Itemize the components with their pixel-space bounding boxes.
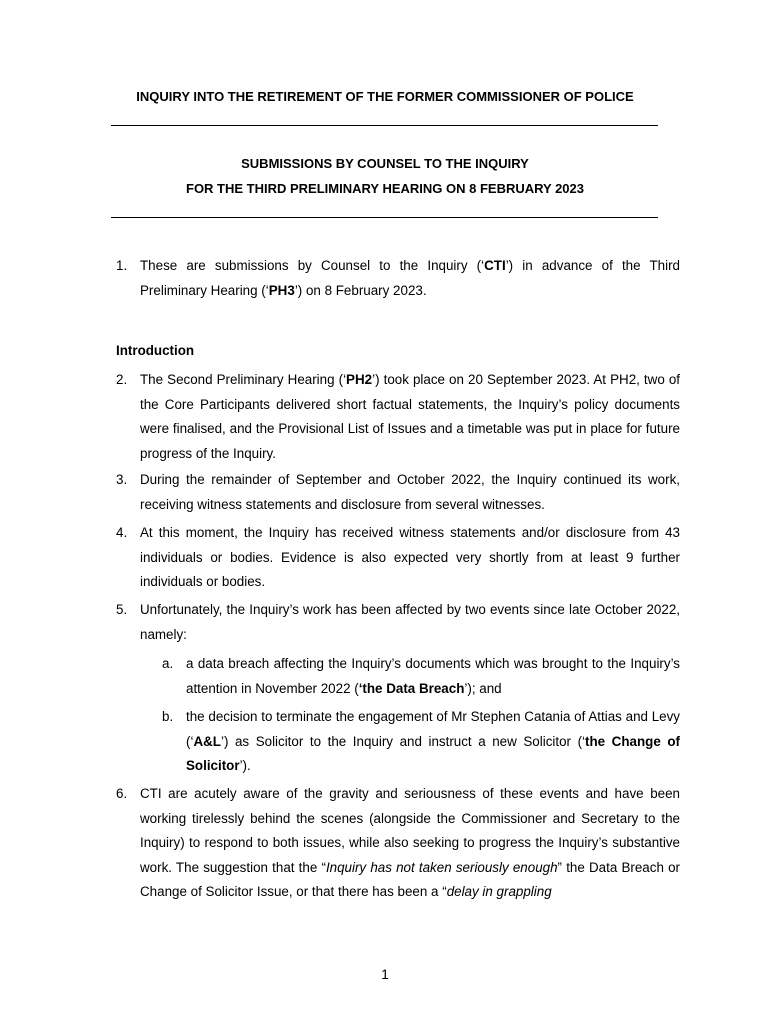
section-heading-introduction: Introduction	[116, 343, 195, 358]
subparagraph-text	[186, 652, 680, 701]
paragraph-2	[116, 368, 680, 466]
title-rule-bottom	[111, 217, 658, 218]
paragraph-text: Unfortunately, the Inquiry’s work has been affected by two events since late October 2022, namely:	[140, 602, 680, 642]
text-run: CTI are acutely aware of the gravity and seriousness of these events and have been working tirelessly behind the scenes (alongside the Commissioner and Secretary to the Inquiry) to respond to both issues, while also seeking to progress the Inquiry’s substantive work. The suggestion that the “	[140, 786, 680, 875]
paragraph-number: 5.	[116, 602, 128, 617]
paragraph-number: 3.	[116, 472, 128, 487]
paragraph-number: 4.	[116, 525, 128, 540]
text-run: The Second Preliminary Hearing (‘	[140, 372, 347, 387]
quoted-text: delay in grappling	[446, 884, 552, 899]
document-title: INQUIRY INTO THE RETIREMENT OF THE FORMER COMMISSIONER OF POLICE	[136, 89, 634, 104]
text-run: ’) on 8 February 2023.	[294, 282, 427, 298]
paragraph-text: At this moment, the Inquiry has received witness statements and/or disclosure from 43 individuals or bodies. Evidence is also expected very shortly from at least 9 further individuals or bodies.	[140, 525, 680, 589]
paragraph-number: 6.	[116, 786, 128, 801]
paragraph-text	[140, 782, 680, 905]
text-run: ’).	[239, 758, 251, 773]
paragraph-6	[116, 782, 680, 905]
text-run: These are submissions by Counsel to the Inquiry (‘	[140, 258, 485, 273]
paragraph-3	[116, 468, 680, 517]
defined-term: PH3	[268, 282, 295, 298]
paragraph-text	[140, 254, 680, 303]
quoted-text: Inquiry has not taken seriously enough	[325, 859, 558, 875]
text-run: ’) in advance of the Third Preliminary Hearing (‘	[140, 258, 680, 298]
subparagraph-5a	[162, 652, 680, 701]
title-rule-top	[111, 125, 658, 126]
page-number: 1	[381, 966, 389, 982]
paragraph-1	[116, 254, 680, 303]
paragraph-5	[116, 598, 680, 647]
text-run: ” the Data Breach or Change of Solicitor Issue, or that there has been a “	[140, 859, 680, 899]
subparagraph-5b	[162, 705, 680, 779]
subparagraph-letter: b.	[162, 709, 174, 724]
defined-term: A&L	[193, 733, 221, 749]
text-run: ’) as Solicitor to the Inquiry and instruct a new Solicitor (‘	[220, 733, 586, 749]
subparagraph-text	[186, 705, 680, 779]
paragraph-text	[140, 368, 680, 466]
subparagraph-letter: a.	[162, 656, 174, 671]
text-run: the decision to terminate the engagement of Mr Stephen Catania of Attias and Levy (‘	[186, 709, 680, 749]
document-subtitle-line2: FOR THE THIRD PRELIMINARY HEARING ON 8 FEBRUARY 2023	[186, 181, 584, 196]
paragraph-number: 2.	[116, 372, 128, 387]
paragraph-4	[116, 521, 680, 595]
text-run: a data breach affecting the Inquiry’s documents which was brought to the Inquiry’s attention in November 2022 (	[186, 656, 680, 696]
text-run: ’); and	[464, 680, 502, 696]
paragraph-text: During the remainder of September and October 2022, the Inquiry continued its work, receiving witness statements and disclosure from several witnesses.	[140, 472, 680, 512]
document-subtitle-line1: SUBMISSIONS BY COUNSEL TO THE INQUIRY	[241, 156, 529, 171]
defined-term: ‘the Data Breach	[358, 680, 465, 696]
text-run: ’) took place on 20 September 2023. At PH2, two of the Core Participants delivered short factual statements, the Inquiry’s policy documents were finalised, and the Provisional List of Issues and a timetable was put in place for future progress of the Inquiry.	[140, 372, 680, 461]
defined-term: the Change of Solicitor	[186, 733, 680, 773]
defined-term: CTI	[484, 258, 506, 273]
paragraph-number: 1.	[116, 258, 128, 273]
defined-term: PH2	[346, 372, 373, 387]
